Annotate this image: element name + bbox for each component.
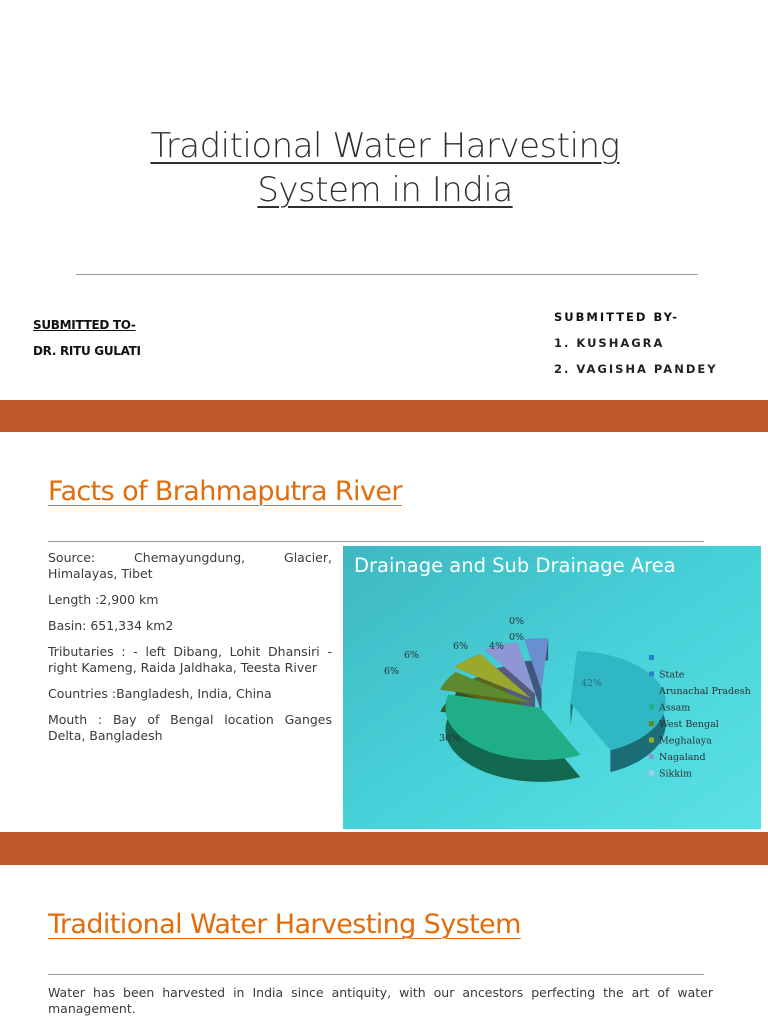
- fact-mouth: Mouth : Bay of Bengal location Ganges Delta, Bangladesh: [48, 712, 332, 743]
- legend-label: Sikkim: [659, 768, 693, 780]
- submitted-to-name: DR. RITU GULATI: [33, 344, 141, 358]
- submitted-by-label: SUBMITTED BY-: [554, 310, 680, 324]
- facts-slide: [0, 432, 768, 832]
- title-line-2: System in India: [257, 170, 513, 210]
- slide-heading: Facts of Brahmaputra River: [48, 476, 402, 507]
- body-text: Water has been harvested in India since antiquity, with our ancestors perfecting the art of water management.: [48, 985, 713, 1016]
- slide-separator: [0, 832, 768, 865]
- title-slide: [0, 0, 768, 400]
- data-label: 6%: [453, 641, 469, 652]
- legend-label: Meghalaya: [659, 735, 712, 747]
- fact-tributaries: Tributaries : - left Dibang, Lohit Dhansiri - right Kameng, Raida Jaldhaka, Teesta River: [48, 644, 332, 675]
- heading-divider: [48, 974, 704, 975]
- chart-svg: [343, 546, 761, 829]
- data-label: 6%: [404, 650, 420, 661]
- chart-title: Drainage and Sub Drainage Area: [354, 554, 676, 577]
- intro-slide: [0, 865, 768, 1024]
- legend-marker: [649, 721, 654, 726]
- presentation-title: [60, 124, 710, 212]
- facts-list: [48, 550, 332, 754]
- legend-marker: [649, 655, 654, 660]
- data-label: 4%: [489, 641, 505, 652]
- legend-marker: [649, 738, 654, 743]
- legend-label: Arunachal Pradesh: [659, 686, 751, 697]
- legend-marker: [649, 688, 654, 693]
- fact-length: Length :2,900 km: [48, 592, 159, 607]
- pie-chart: [343, 546, 761, 829]
- legend-label: State: [659, 669, 685, 681]
- legend-marker: [649, 705, 654, 710]
- submitted-by-name-1: 1. KUSHAGRA: [554, 336, 665, 350]
- slide-heading: Traditional Water Harvesting System: [48, 909, 521, 940]
- data-label: 42%: [581, 678, 603, 689]
- slide-separator: [0, 400, 768, 432]
- fact-source: Source: Chemayungdung, Glacier, Himalayas, Tibet: [48, 550, 332, 581]
- title-line-1: Traditional Water Harvesting: [150, 126, 620, 166]
- legend-marker: [649, 771, 654, 776]
- title-divider: [76, 274, 698, 275]
- submitted-to-label: SUBMITTED TO-: [33, 318, 136, 332]
- legend-label: Nagaland: [659, 752, 706, 763]
- fact-basin: Basin: 651,334 km2: [48, 618, 174, 633]
- legend-label: West Bengal: [659, 719, 719, 730]
- data-label: 0%: [509, 616, 525, 627]
- data-label: 36%: [439, 733, 461, 744]
- legend-marker: [649, 754, 654, 759]
- heading-divider: [48, 541, 704, 542]
- legend-marker: [649, 672, 654, 677]
- fact-countries: Countries :Bangladesh, India, China: [48, 686, 272, 701]
- submitted-by-name-2: 2. VAGISHA PANDEY: [554, 362, 718, 376]
- data-label: 6%: [384, 666, 400, 677]
- legend-label: Assam: [659, 702, 691, 714]
- data-label: 0%: [509, 632, 525, 643]
